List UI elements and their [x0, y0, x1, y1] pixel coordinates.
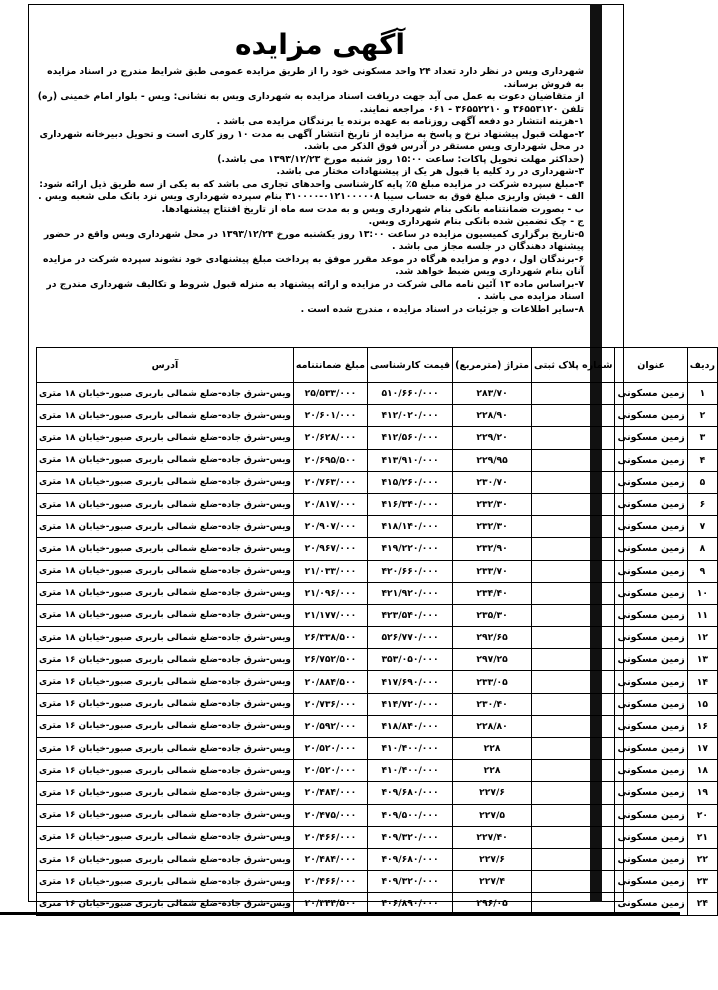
notice-paragraph: ۲-مهلت قبول پیشنهاد نرخ و پاسخ به مزایده از تاریخ انتشار آگهی به مدت ۱۰ روز کاری است و تحویل دبیرخانه شهرداری در محل شهرداری ویس مستقر در آدرس فوق الذکر می باشد.: [39, 128, 584, 152]
cell-title: زمین مسکونی: [615, 671, 687, 693]
cell-price: ۵۱۰/۶۶۰/۰۰۰: [367, 383, 452, 405]
cell-row-number: ۲۲: [687, 848, 717, 870]
cell-price: ۴۲۱/۹۲۰/۰۰۰: [367, 582, 452, 604]
cell-row-number: ۶: [687, 493, 717, 515]
cell-row-number: ۸: [687, 538, 717, 560]
cell-price: ۴۲۰/۶۶۰/۰۰۰: [367, 560, 452, 582]
cell-area: ۲۲۹/۲۰: [453, 427, 532, 449]
cell-deposit: ۲۰/۶۹۵/۵۰۰: [293, 449, 367, 471]
cell-title: زمین مسکونی: [615, 471, 687, 493]
table-row: [37, 427, 718, 449]
cell-area: ۲۲۸: [453, 760, 532, 782]
cell-address: ویس-شرق جاده-ضلع شمالی باربری صبور-خیابان ۱۸ متری: [37, 516, 294, 538]
cell-price: ۴۰۹/۵۰۰/۰۰۰: [367, 804, 452, 826]
table-row: [37, 604, 718, 626]
cell-deposit: ۲۰/۸۱۷/۰۰۰: [293, 493, 367, 515]
cell-address: ویس-شرق جاده-ضلع شمالی باربری صبور-خیابان ۱۶ متری: [37, 715, 294, 737]
cell-deposit: ۲۰/۸۸۴/۵۰۰: [293, 671, 367, 693]
cell-title: زمین مسکونی: [615, 449, 687, 471]
cell-plak: [532, 627, 615, 649]
cell-plak: [532, 560, 615, 582]
cell-address: ویس-شرق جاده-ضلع شمالی باربری صبور-خیابان ۱۸ متری: [37, 627, 294, 649]
cell-area: ۲۳۵/۳۰: [453, 604, 532, 626]
cell-plak: [532, 804, 615, 826]
cell-plak: [532, 760, 615, 782]
cell-plak: [532, 427, 615, 449]
cell-deposit: ۲۰/۶۲۸/۰۰۰: [293, 427, 367, 449]
table-row: [37, 449, 718, 471]
cell-area: ۲۳۲/۹۰: [453, 538, 532, 560]
cell-title: زمین مسکونی: [615, 493, 687, 515]
header-plak: شماره پلاک ثبتی: [532, 348, 615, 383]
cell-row-number: ۱۲: [687, 627, 717, 649]
cell-title: زمین مسکونی: [615, 693, 687, 715]
cell-plak: [532, 604, 615, 626]
cell-address: ویس-شرق جاده-ضلع شمالی باربری صبور-خیابان ۱۸ متری: [37, 560, 294, 582]
cell-row-number: ۱۴: [687, 671, 717, 693]
cell-area: ۲۳۰/۴۰: [453, 693, 532, 715]
cell-plak: [532, 693, 615, 715]
cell-deposit: ۲۱/۰۳۳/۰۰۰: [293, 560, 367, 582]
cell-row-number: ۱۶: [687, 715, 717, 737]
cell-deposit: ۲۶/۷۵۲/۵۰۰: [293, 649, 367, 671]
cell-row-number: ۲۰: [687, 804, 717, 826]
cell-area: ۲۳۳/۷۰: [453, 560, 532, 582]
cell-price: ۵۲۶/۷۷۰/۰۰۰: [367, 627, 452, 649]
cell-title: زمین مسکونی: [615, 782, 687, 804]
cell-row-number: ۱۳: [687, 649, 717, 671]
cell-deposit: ۲۰/۷۶۳/۰۰۰: [293, 471, 367, 493]
cell-area: ۲۹۶/۰۵: [453, 893, 532, 915]
cell-title: زمین مسکونی: [615, 627, 687, 649]
cell-title: زمین مسکونی: [615, 826, 687, 848]
cell-address: ویس-شرق جاده-ضلع شمالی باربری صبور-خیابان ۱۸ متری: [37, 449, 294, 471]
header-deposit: مبلغ ضمانتنامه: [293, 348, 367, 383]
cell-address: ویس-شرق جاده-ضلع شمالی باربری صبور-خیابان ۱۸ متری: [37, 405, 294, 427]
cell-plak: [532, 516, 615, 538]
notice-paragraph: ج - چک تضمین شده بانکی بنام شهرداری ویس.: [368, 216, 584, 227]
cell-address: ویس-شرق جاده-ضلع شمالی باربری صبور-خیابان ۱۶ متری: [37, 649, 294, 671]
table-row: [37, 871, 718, 893]
cell-price: ۴۱۸/۱۴۰/۰۰۰: [367, 516, 452, 538]
cell-row-number: ۲: [687, 405, 717, 427]
table-row: [37, 782, 718, 804]
cell-title: زمین مسکونی: [615, 893, 687, 915]
table-row: [37, 804, 718, 826]
table-row: [37, 649, 718, 671]
cell-address: ویس-شرق جاده-ضلع شمالی باربری صبور-خیابان ۱۸ متری: [37, 604, 294, 626]
cell-row-number: ۱۰: [687, 582, 717, 604]
cell-title: زمین مسکونی: [615, 848, 687, 870]
cell-deposit: ۲۰/۵۹۲/۰۰۰: [293, 715, 367, 737]
cell-deposit: ۲۰/۴۸۴/۰۰۰: [293, 848, 367, 870]
cell-title: زمین مسکونی: [615, 383, 687, 405]
table-row: [37, 471, 718, 493]
cell-address: ویس-شرق جاده-ضلع شمالی باربری صبور-خیابان ۱۸ متری: [37, 582, 294, 604]
cell-area: ۲۲۷/۴: [453, 871, 532, 893]
table-body: [37, 383, 718, 916]
cell-plak: [532, 715, 615, 737]
notice-body: [36, 66, 584, 316]
bottom-rule: [0, 912, 680, 915]
notice-paragraph: شهرداری ویس در نظر دارد تعداد ۲۴ واحد مسکونی خود را از طریق مزایده عمومی طبق شرایط مندرج در اسناد مزایده به فروش برساند.: [47, 66, 584, 90]
cell-row-number: ۲۳: [687, 871, 717, 893]
cell-row-number: ۳: [687, 427, 717, 449]
cell-deposit: ۲۰/۵۲۰/۰۰۰: [293, 760, 367, 782]
cell-area: ۲۳۲/۳۰: [453, 516, 532, 538]
table-row: [37, 627, 718, 649]
notice-paragraph: ۴-مبلغ سپرده شرکت در مزایده مبلغ ۵٪ پایه کارشناسی واحدهای تجاری می باشد که به یکی از سه طریق ذیل ارائه شود:: [39, 178, 584, 190]
cell-price: ۴۰۹/۳۲۰/۰۰۰: [367, 826, 452, 848]
cell-area: ۲۲۹/۹۵: [453, 449, 532, 471]
table-header-row: [37, 348, 718, 383]
cell-address: ویس-شرق جاده-ضلع شمالی باربری صبور-خیابان ۱۶ متری: [37, 848, 294, 870]
cell-row-number: ۲۱: [687, 826, 717, 848]
cell-deposit: ۲۰/۶۰۱/۰۰۰: [293, 405, 367, 427]
cell-price: ۴۰۶/۸۹۰/۰۰۰: [367, 893, 452, 915]
cell-deposit: ۲۰/۳۴۴/۵۰۰: [293, 893, 367, 915]
cell-area: ۲۸۳/۷۰: [453, 383, 532, 405]
cell-area: ۲۹۲/۶۵: [453, 627, 532, 649]
cell-deposit: ۲۶/۳۳۸/۵۰۰: [293, 627, 367, 649]
cell-plak: [532, 738, 615, 760]
cell-deposit: ۲۰/۴۶۶/۰۰۰: [293, 871, 367, 893]
cell-plak: [532, 582, 615, 604]
cell-row-number: ۲۴: [687, 893, 717, 915]
table-row: [37, 760, 718, 782]
cell-row-number: ۱۷: [687, 738, 717, 760]
header-address: آدرس: [37, 348, 294, 383]
cell-deposit: ۲۱/۰۹۶/۰۰۰: [293, 582, 367, 604]
cell-title: زمین مسکونی: [615, 582, 687, 604]
cell-title: زمین مسکونی: [615, 804, 687, 826]
notice-paragraph: ۸-سایر اطلاعات و جزئیات در اسناد مزایده ، مندرج شده است .: [300, 303, 584, 315]
table-row: [37, 493, 718, 515]
cell-price: ۴۱۲/۵۶۰/۰۰۰: [367, 427, 452, 449]
notice-paragraph: ۳-شهرداری در رد کلیه یا قبول هر یک از پیشنهادات مختار می باشد.: [276, 166, 584, 177]
cell-title: زمین مسکونی: [615, 871, 687, 893]
cell-address: ویس-شرق جاده-ضلع شمالی باربری صبور-خیابان ۱۸ متری: [37, 427, 294, 449]
auction-table: [36, 347, 718, 916]
cell-price: ۴۰۹/۶۸۰/۰۰۰: [367, 782, 452, 804]
cell-area: ۲۹۷/۲۵: [453, 649, 532, 671]
cell-price: ۴۰۹/۳۲۰/۰۰۰: [367, 871, 452, 893]
cell-title: زمین مسکونی: [615, 516, 687, 538]
cell-address: ویس-شرق جاده-ضلع شمالی باربری صبور-خیابان ۱۶ متری: [37, 782, 294, 804]
cell-plak: [532, 493, 615, 515]
cell-area: ۲۳۲/۳۰: [453, 493, 532, 515]
cell-area: ۲۳۴/۴۰: [453, 582, 532, 604]
cell-plak: [532, 871, 615, 893]
cell-price: ۴۲۳/۵۴۰/۰۰۰: [367, 604, 452, 626]
cell-area: ۲۲۸: [453, 738, 532, 760]
header-area: متراژ (مترمربع): [453, 348, 532, 383]
cell-address: ویس-شرق جاده-ضلع شمالی باربری صبور-خیابان ۱۸ متری: [37, 471, 294, 493]
cell-plak: [532, 671, 615, 693]
cell-title: زمین مسکونی: [615, 649, 687, 671]
cell-deposit: ۲۰/۴۶۶/۰۰۰: [293, 826, 367, 848]
cell-price: ۴۱۳/۹۱۰/۰۰۰: [367, 449, 452, 471]
cell-title: زمین مسکونی: [615, 427, 687, 449]
cell-address: ویس-شرق جاده-ضلع شمالی باربری صبور-خیابان ۱۶ متری: [37, 738, 294, 760]
cell-title: زمین مسکونی: [615, 560, 687, 582]
cell-address: ویس-شرق جاده-ضلع شمالی باربری صبور-خیابان ۱۶ متری: [37, 826, 294, 848]
cell-price: ۴۰۹/۶۸۰/۰۰۰: [367, 848, 452, 870]
cell-price: ۳۵۳/۰۵۰/۰۰۰: [367, 649, 452, 671]
table-row: [37, 671, 718, 693]
cell-title: زمین مسکونی: [615, 715, 687, 737]
cell-row-number: ۱۱: [687, 604, 717, 626]
table-row: [37, 826, 718, 848]
cell-row-number: ۷: [687, 516, 717, 538]
cell-address: ویس-شرق جاده-ضلع شمالی باربری صبور-خیابان ۱۸ متری: [37, 538, 294, 560]
cell-area: ۲۲۸/۹۰: [453, 405, 532, 427]
cell-price: ۴۱۷/۶۹۰/۰۰۰: [367, 671, 452, 693]
cell-plak: [532, 471, 615, 493]
cell-address: ویس-شرق جاده-ضلع شمالی باربری صبور-خیابان ۱۶ متری: [37, 893, 294, 915]
cell-area: ۲۳۰/۷۰: [453, 471, 532, 493]
cell-deposit: ۲۰/۹۰۷/۰۰۰: [293, 516, 367, 538]
cell-area: ۲۲۷/۶: [453, 782, 532, 804]
table-row: [37, 538, 718, 560]
cell-address: ویس-شرق جاده-ضلع شمالی باربری صبور-خیابان ۱۶ متری: [37, 804, 294, 826]
cell-deposit: ۲۰/۴۷۵/۰۰۰: [293, 804, 367, 826]
notice-paragraph: الف - فیش واریزی مبلغ فوق به حساب سیبا ۰۱۲۱۰۰۰۰۰۸-۳۱۰۰۰۰ بنام سپرده شهرداری ویس نزد بانک ملی شعبه ویس .: [38, 191, 584, 202]
cell-plak: [532, 538, 615, 560]
cell-row-number: ۱: [687, 383, 717, 405]
cell-price: ۴۱۵/۲۶۰/۰۰۰: [367, 471, 452, 493]
cell-area: ۲۲۸/۸۰: [453, 715, 532, 737]
notice-paragraph: ۷-براساس ماده ۱۳ آئین نامه مالی شرکت در مزایده و ارائه پیشنهاد به منزله قبول شروط و تکالیف شهرداری مندرج در اسناد مزایده می باشد .: [46, 278, 584, 302]
cell-plak: [532, 405, 615, 427]
cell-area: ۲۲۷/۶: [453, 848, 532, 870]
cell-plak: [532, 848, 615, 870]
cell-title: زمین مسکونی: [615, 738, 687, 760]
cell-price: ۴۱۰/۴۰۰/۰۰۰: [367, 738, 452, 760]
header-title: عنوان: [615, 348, 687, 383]
notice-paragraph: (حداکثر مهلت تحویل پاکات: ساعت ۱۵:۰۰ روز شنبه مورخ ۱۳۹۳/۱۲/۲۳ می باشد.): [217, 153, 584, 165]
cell-title: زمین مسکونی: [615, 538, 687, 560]
cell-address: ویس-شرق جاده-ضلع شمالی باربری صبور-خیابان ۱۶ متری: [37, 871, 294, 893]
notice-paragraph: ۶-برندگان اول ، دوم و مزایده هرگاه در موعد مقرر موفق به پرداخت مبلغ پیشنهادی خود نشوند سپرده شرکت در مزایده آنان بنام شهرداری ویس ضبط خواهد شد.: [42, 253, 584, 277]
cell-row-number: ۱۸: [687, 760, 717, 782]
cell-plak: [532, 782, 615, 804]
table-row: [37, 715, 718, 737]
cell-address: ویس-شرق جاده-ضلع شمالی باربری صبور-خیابان ۱۶ متری: [37, 760, 294, 782]
notice-paragraph: از متقاضیان دعوت به عمل می آید جهت دریافت اسناد مزایده به شهرداری ویس به نشانی: ویس - بلوار امام خمینی (ره) تلفن ۳۶۵۵۳۱۲۰ و ۳۶۵۵۲۲۱۰ - ۰۶۱ مراجعه نمایند.: [37, 91, 584, 115]
cell-address: ویس-شرق جاده-ضلع شمالی باربری صبور-خیابان ۱۸ متری: [37, 493, 294, 515]
cell-row-number: ۵: [687, 471, 717, 493]
notice-paragraph: ۱-هزینه انتشار دو دفعه آگهی روزنامه به عهده برنده یا برندگان مزایده می باشد .: [216, 116, 584, 127]
cell-address: ویس-شرق جاده-ضلع شمالی باربری صبور-خیابان ۱۸ متری: [37, 383, 294, 405]
cell-plak: [532, 449, 615, 471]
table-row: [37, 582, 718, 604]
header-price: قیمت کارشناسی: [367, 348, 452, 383]
cell-deposit: ۲۰/۹۶۷/۰۰۰: [293, 538, 367, 560]
table-row: [37, 516, 718, 538]
table-row: [37, 405, 718, 427]
cell-address: ویس-شرق جاده-ضلع شمالی باربری صبور-خیابان ۱۶ متری: [37, 693, 294, 715]
cell-plak: [532, 383, 615, 405]
table-row: [37, 848, 718, 870]
cell-price: ۴۱۸/۸۴۰/۰۰۰: [367, 715, 452, 737]
cell-deposit: ۲۰/۵۲۰/۰۰۰: [293, 738, 367, 760]
cell-title: زمین مسکونی: [615, 760, 687, 782]
cell-title: زمین مسکونی: [615, 405, 687, 427]
table-row: [37, 738, 718, 760]
cell-row-number: ۱۹: [687, 782, 717, 804]
notice-title: آگهی مزایده: [234, 28, 405, 61]
cell-area: ۲۳۳/۰۵: [453, 671, 532, 693]
cell-price: ۴۱۲/۰۲۰/۰۰۰: [367, 405, 452, 427]
cell-deposit: ۲۵/۵۳۳/۰۰۰: [293, 383, 367, 405]
notice-paragraph: ب - بصورت ضمانتنامه بانکی بنام شهرداری ویس و به مدت سه ماه از تاریخ افتتاح پیشنهادها.: [161, 203, 584, 215]
cell-row-number: ۹: [687, 560, 717, 582]
cell-area: ۲۲۷/۴۰: [453, 826, 532, 848]
cell-plak: [532, 826, 615, 848]
cell-deposit: ۲۰/۴۸۴/۰۰۰: [293, 782, 367, 804]
cell-price: ۴۱۹/۲۲۰/۰۰۰: [367, 538, 452, 560]
table-row: [37, 693, 718, 715]
cell-row-number: ۱۵: [687, 693, 717, 715]
cell-address: ویس-شرق جاده-ضلع شمالی باربری صبور-خیابان ۱۶ متری: [37, 671, 294, 693]
table-row: [37, 383, 718, 405]
notice-paragraph: ۵-تاریخ برگزاری کمیسیون مزایده در ساعت ۱۳:۰۰ روز یکشنبه مورخ ۱۳۹۳/۱۲/۲۴ در محل شهرداری ویس واقع در حضور پیشنهاد دهندگان در جلسه مجاز می باشد .: [43, 228, 584, 252]
cell-area: ۲۲۷/۵: [453, 804, 532, 826]
cell-price: ۴۱۶/۳۴۰/۰۰۰: [367, 493, 452, 515]
table-row: [37, 560, 718, 582]
cell-title: زمین مسکونی: [615, 604, 687, 626]
cell-price: ۴۱۰/۴۰۰/۰۰۰: [367, 760, 452, 782]
cell-price: ۴۱۴/۷۲۰/۰۰۰: [367, 693, 452, 715]
cell-plak: [532, 649, 615, 671]
cell-deposit: ۲۰/۷۳۶/۰۰۰: [293, 693, 367, 715]
cell-row-number: ۴: [687, 449, 717, 471]
header-row-number: ردیف: [687, 348, 717, 383]
cell-deposit: ۲۱/۱۷۷/۰۰۰: [293, 604, 367, 626]
